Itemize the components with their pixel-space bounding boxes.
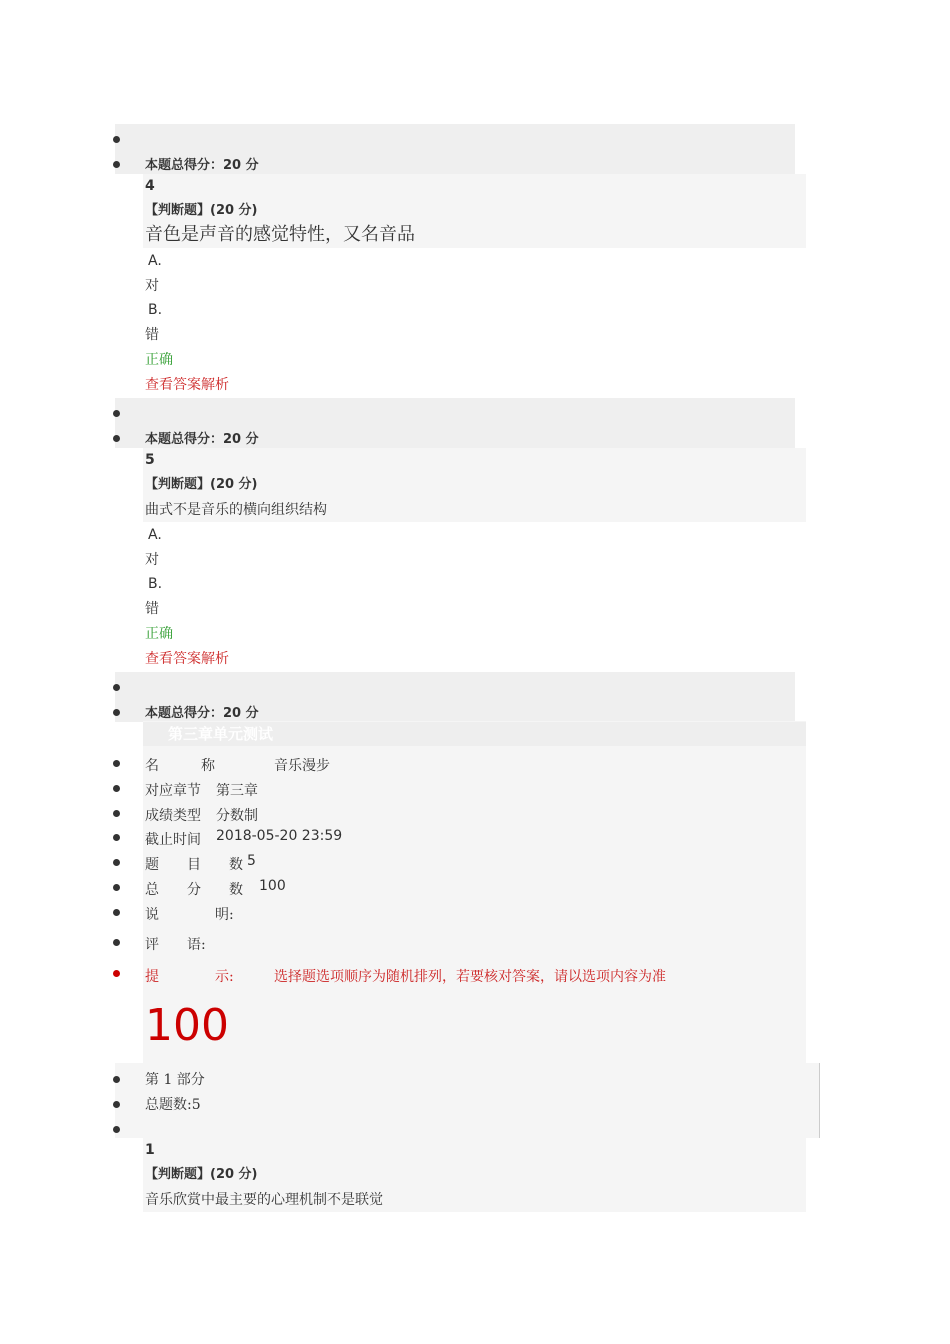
info-label-question-count: 题 目 数: [145, 857, 243, 873]
list-bullet: [113, 760, 120, 767]
question-score: 本题总得分：20 分: [145, 706, 259, 721]
list-bullet: [113, 136, 120, 143]
answer-status: 正确: [145, 352, 173, 368]
info-label-hint: 提 示:: [145, 969, 234, 985]
list-bullet: [113, 161, 120, 168]
info-label-comment: 评 语:: [145, 937, 206, 953]
info-label-name: 名 称: [145, 758, 215, 774]
info-value-grade-type: 分数制: [216, 808, 258, 824]
info-label-deadline: 截止时间: [145, 832, 201, 848]
part-label: 第 1 部分: [145, 1072, 205, 1088]
question-number: 1: [145, 1142, 155, 1158]
list-bullet: [113, 939, 120, 946]
option-b-label: B.: [148, 302, 163, 318]
list-bullet: [113, 909, 120, 916]
question-type: 【判断题】(20 分): [145, 477, 258, 492]
list-bullet: [113, 810, 120, 817]
info-label-description: 说 明:: [145, 907, 234, 923]
list-bullet: [113, 785, 120, 792]
test-title: 第三章单元测试: [168, 725, 274, 743]
option-a-text: 对: [145, 552, 159, 568]
info-label-total-score: 总 分 数: [145, 882, 243, 898]
question-text: 音乐欣赏中最主要的心理机制不是联觉: [145, 1192, 383, 1208]
info-value-name: 音乐漫步: [274, 758, 330, 774]
list-bullet: [113, 709, 120, 716]
part-panel-border: [819, 1063, 820, 1138]
info-value-chapter: 第三章: [216, 783, 258, 799]
option-a-label: A.: [148, 527, 162, 543]
question-type: 【判断题】(20 分): [145, 203, 258, 218]
view-analysis-link[interactable]: 查看答案解析: [145, 651, 229, 667]
question-number: 5: [145, 452, 155, 468]
question-text: 曲式不是音乐的横向组织结构: [145, 502, 327, 518]
view-analysis-link[interactable]: 查看答案解析: [145, 377, 229, 393]
list-bullet: [113, 410, 120, 417]
list-bullet: [113, 1101, 120, 1108]
list-bullet: [113, 834, 120, 841]
list-bullet: [113, 859, 120, 866]
question-score: 本题总得分：20 分: [145, 158, 259, 173]
info-value-hint: 选择题选项顺序为随机排列，若要核对答案，请以选项内容为准: [274, 969, 666, 985]
option-a-label: A.: [148, 253, 162, 269]
info-value-deadline: 2018-05-20 23:59: [216, 828, 343, 844]
info-value-total-score: 100: [259, 878, 286, 894]
list-bullet: [113, 435, 120, 442]
option-b-text: 错: [145, 601, 159, 617]
answer-status: 正确: [145, 626, 173, 642]
list-bullet: [113, 970, 120, 977]
question-type: 【判断题】(20 分): [145, 1167, 258, 1182]
total-questions: 总题数:5: [145, 1097, 201, 1113]
option-b-text: 错: [145, 327, 159, 343]
list-bullet: [113, 684, 120, 691]
list-bullet: [113, 1126, 120, 1133]
list-bullet: [113, 884, 120, 891]
option-a-text: 对: [145, 278, 159, 294]
info-label-grade-type: 成绩类型: [145, 808, 201, 824]
question-score: 本题总得分：20 分: [145, 432, 259, 447]
list-bullet: [113, 1076, 120, 1083]
question-text: 音色是声音的感觉特性，又名音品: [145, 224, 415, 245]
option-b-label: B.: [148, 576, 163, 592]
info-value-question-count: 5: [247, 853, 256, 869]
info-label-chapter: 对应章节: [145, 783, 201, 799]
question-number: 4: [145, 178, 155, 194]
test-score: 100: [145, 1000, 229, 1051]
part-panel: [115, 1063, 820, 1138]
